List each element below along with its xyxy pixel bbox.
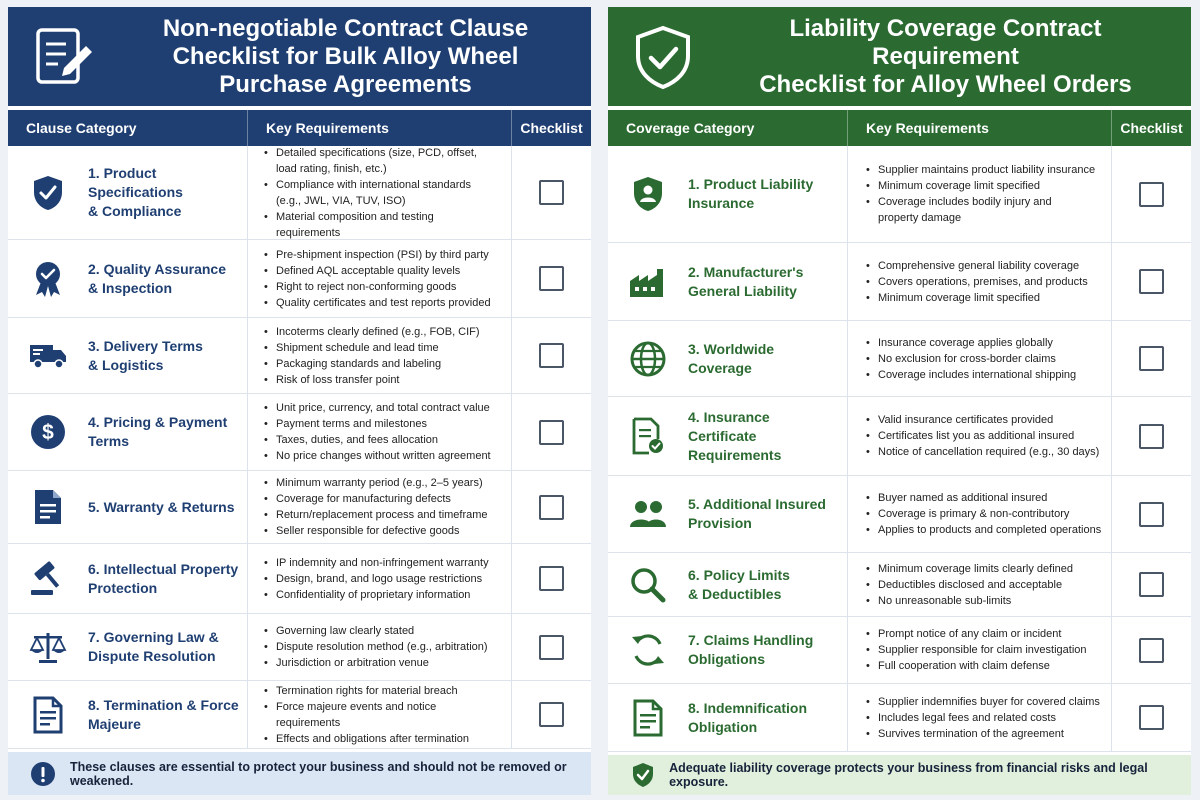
category-label <box>88 498 247 517</box>
checklist-checkbox[interactable] <box>539 266 564 291</box>
column-header: Key Requirements <box>848 110 1112 146</box>
panel-footer <box>608 755 1191 795</box>
table-row <box>8 146 591 240</box>
checklist-checkbox[interactable] <box>1139 424 1164 449</box>
requirements-cell <box>248 240 512 317</box>
requirement-item: • Minimum coverage limits clearly defined <box>866 561 1073 577</box>
shield-check-icon <box>608 24 718 90</box>
checklist-checkbox[interactable] <box>1139 638 1164 663</box>
requirement-item: property damage <box>878 212 962 224</box>
requirement-item: • Detailed specifications (size, PCD, offset, <box>264 145 477 161</box>
requirement-item: • Incoterms clearly defined (e.g., FOB, CIF) <box>264 324 480 340</box>
checklist-cell <box>1112 553 1191 616</box>
requirement-item: • Taxes, duties, and fees allocation <box>264 432 491 448</box>
requirement-item: • No exclusion for cross-border claims <box>866 351 1076 367</box>
document-icon <box>8 488 88 526</box>
panel-banner <box>608 7 1191 106</box>
column-header: Checklist <box>520 120 583 136</box>
requirement-item: (e.g., JWL, VIA, TUV, ISO) <box>276 194 406 207</box>
category-label <box>88 260 247 298</box>
category-cell <box>608 397 848 475</box>
panel-footer <box>8 752 591 795</box>
requirements-cell <box>848 553 1112 616</box>
requirement-item: • Termination rights for material breach <box>264 683 503 699</box>
requirement-item: • Risk of loss transfer point <box>264 372 480 388</box>
checklist-cell <box>512 681 591 748</box>
category-label-line: Majeure <box>88 715 141 732</box>
category-label-line: 1. Product Liability <box>688 176 814 192</box>
table-row <box>8 240 591 318</box>
checklist-cell <box>512 318 591 393</box>
category-cell <box>8 614 248 680</box>
contract-clause-panel <box>8 7 591 795</box>
checklist-checkbox[interactable] <box>539 495 564 520</box>
requirement-item: • Notice of cancellation required (e.g., 30 days) <box>866 444 1099 460</box>
requirement-item: • Comprehensive general liability coverage <box>866 258 1088 274</box>
requirement-item: • Jurisdiction or arbitration venue <box>264 655 488 671</box>
table-row <box>8 394 591 471</box>
requirement-item: • No price changes without written agreement <box>264 448 491 464</box>
requirement-item: • Force majeure events and notice requirements <box>264 699 503 731</box>
requirement-item: • Coverage includes bodily injury and <box>866 194 1095 210</box>
table-row <box>608 146 1191 243</box>
category-label <box>688 175 847 213</box>
category-label <box>688 408 847 465</box>
checklist-checkbox[interactable] <box>539 635 564 660</box>
document-lines-icon <box>608 699 688 737</box>
exclamation-circle-icon <box>30 761 56 787</box>
requirement-item: • Confidentiality of proprietary information <box>264 587 489 603</box>
requirement-item: • Packaging standards and labeling <box>264 356 480 372</box>
requirement-item: • Material composition and testing <box>264 209 477 225</box>
title-line: Checklist for Bulk Alloy Wheel <box>172 42 519 70</box>
category-label-line: & Compliance <box>88 203 182 219</box>
dollar-coin-icon <box>8 414 88 450</box>
requirement-item: • Coverage is primary & non-contributory <box>866 506 1101 522</box>
category-label <box>88 413 247 451</box>
shield-person-icon <box>608 175 688 213</box>
refresh-arrows-icon <box>608 631 688 669</box>
requirement-item: • Dispute resolution method (e.g., arbitration) <box>264 639 488 655</box>
table-row <box>8 544 591 614</box>
checklist-checkbox[interactable] <box>539 702 564 727</box>
requirement-item: • Coverage includes international shipping <box>866 367 1076 383</box>
requirement-item: • Defined AQL acceptable quality levels <box>264 263 491 279</box>
clause-table-body <box>8 146 591 749</box>
title-line: Checklist for Alloy Wheel Orders <box>759 70 1132 98</box>
category-label-line: Insurance <box>688 195 755 211</box>
requirement-item: load rating, finish, etc.) <box>276 162 387 175</box>
category-label-line: & Logistics <box>88 356 164 373</box>
page-title <box>118 15 591 99</box>
requirement-item: • Effects and obligations after termination <box>264 731 503 747</box>
category-label-line: & Deductibles <box>688 585 782 602</box>
requirement-item: • Seller responsible for defective goods <box>264 523 488 539</box>
requirement-item: • Survives termination of the agreement <box>866 726 1100 742</box>
requirement-item: • Covers operations, premises, and products <box>866 274 1088 290</box>
category-label <box>688 631 847 669</box>
table-row <box>608 243 1191 321</box>
column-header: Clause Category <box>8 110 248 146</box>
requirement-item: • No unreasonable sub-limits <box>866 593 1073 609</box>
requirements-cell <box>248 681 512 748</box>
category-label-line: 8. Termination & Force <box>88 696 239 713</box>
magnifier-icon <box>608 566 688 604</box>
column-header: Key Requirements <box>248 110 512 146</box>
checklist-checkbox[interactable] <box>1139 269 1164 294</box>
category-label-line: 7. Claims Handling <box>688 632 814 648</box>
category-cell <box>8 146 248 239</box>
requirement-item: • Prompt notice of any claim or incident <box>866 626 1087 642</box>
category-label-line: 6. Policy Limits <box>688 566 790 583</box>
checklist-checkbox[interactable] <box>539 180 564 205</box>
category-label <box>88 337 247 375</box>
requirements-cell <box>248 544 512 613</box>
requirement-item: • Includes legal fees and related costs <box>866 710 1100 726</box>
checklist-checkbox[interactable] <box>539 420 564 445</box>
checklist-checkbox[interactable] <box>1139 572 1164 597</box>
checklist-cell <box>1112 321 1191 396</box>
category-label <box>88 628 247 666</box>
requirement-item: • Return/replacement process and timeframe <box>264 507 488 523</box>
category-cell <box>8 544 248 613</box>
category-cell <box>8 681 248 748</box>
table-row <box>608 476 1191 553</box>
requirement-item: • Design, brand, and logo usage restrictions <box>264 571 489 587</box>
category-label <box>88 560 247 598</box>
table-row <box>608 617 1191 684</box>
category-label-line: 5. Additional Insured <box>688 496 826 512</box>
category-cell <box>8 240 248 317</box>
requirements-cell <box>848 243 1112 320</box>
footer-note: Adequate liability coverage protects your business from financial risks and legal exposure. <box>669 761 1148 789</box>
requirements-cell <box>848 397 1112 475</box>
category-label-line: 4. Insurance Certificate <box>688 408 770 444</box>
checklist-cell <box>512 544 591 613</box>
requirement-item: • Supplier responsible for claim investigation <box>866 642 1087 658</box>
table-row <box>608 684 1191 752</box>
requirement-item: • Applies to products and completed operations <box>866 522 1101 538</box>
checklist-cell <box>1112 243 1191 320</box>
category-label <box>88 696 247 734</box>
category-cell <box>608 617 848 683</box>
requirement-item: • Minimum coverage limit specified <box>866 178 1095 194</box>
requirement-item: • Buyer named as additional insured <box>866 490 1101 506</box>
requirements-cell <box>248 146 512 239</box>
checklist-cell <box>512 394 591 470</box>
requirement-item: • Deductibles disclosed and acceptable <box>866 577 1073 593</box>
requirement-item: requirements <box>276 226 341 239</box>
category-label-line: General Liability <box>688 282 797 299</box>
column-header: Coverage Category <box>608 110 848 146</box>
checklist-cell <box>1112 684 1191 751</box>
requirements-cell <box>248 471 512 543</box>
category-cell <box>8 394 248 470</box>
requirement-item: • IP indemnity and non-infringement warranty <box>264 555 489 571</box>
requirements-cell <box>848 684 1112 751</box>
category-cell <box>608 684 848 751</box>
gavel-icon <box>8 561 88 597</box>
table-header <box>8 110 591 146</box>
category-label-line: 2. Quality Assurance <box>88 260 226 277</box>
column-header: Checklist <box>1120 120 1183 136</box>
scales-icon <box>8 629 88 665</box>
requirements-cell <box>848 321 1112 396</box>
category-label <box>688 699 847 737</box>
requirement-item: • Quality certificates and test reports provided <box>264 295 491 311</box>
category-label <box>88 164 247 221</box>
requirement-item: • Payment terms and milestones <box>264 416 491 432</box>
globe-icon <box>608 340 688 378</box>
panel-banner <box>8 7 591 106</box>
footer-note: These clauses are essential to protect your business and should not be removed or weakened. <box>70 759 567 788</box>
requirement-item: • Unit price, currency, and total contract value <box>264 400 491 416</box>
requirement-item: • Minimum warranty period (e.g., 2–5 years) <box>264 475 488 491</box>
checklist-checkbox[interactable] <box>1139 346 1164 371</box>
requirement-item: • Minimum coverage limit specified <box>866 290 1088 306</box>
requirement-item: • Full cooperation with claim defense <box>866 658 1087 674</box>
category-label-line: Requirements <box>688 446 782 463</box>
truck-icon <box>8 341 88 371</box>
checklist-cell <box>512 146 591 239</box>
title-line: Purchase Agreements <box>219 70 472 98</box>
category-label-line: 3. Worldwide Coverage <box>688 340 775 376</box>
requirements-cell <box>848 617 1112 683</box>
category-label-line: 1. Product Specifications <box>88 165 183 200</box>
category-label-line: 2. Manufacturer's <box>688 263 804 280</box>
category-cell <box>608 476 848 552</box>
category-label-line: Obligation <box>688 718 758 735</box>
table-row <box>608 321 1191 397</box>
requirements-cell <box>848 146 1112 242</box>
checklist-cell <box>512 614 591 680</box>
category-label-line: 6. Intellectual Property <box>88 560 239 577</box>
document-pen-icon <box>8 24 118 90</box>
factory-icon <box>608 265 688 299</box>
category-label-line: Provision <box>688 515 752 531</box>
checklist-checkbox[interactable] <box>539 343 564 368</box>
shield-check-icon <box>8 174 88 212</box>
category-label-line: Dispute Resolution <box>88 648 216 664</box>
checklist-checkbox[interactable] <box>539 566 564 591</box>
requirement-item: • Certificates list you as additional insured <box>866 428 1099 444</box>
checklist-cell <box>512 240 591 317</box>
category-label-line: Protection <box>88 579 158 596</box>
checklist-cell <box>1112 476 1191 552</box>
title-line: Non-negotiable Contract Clause <box>162 14 529 42</box>
category-label <box>688 263 847 301</box>
requirement-item: • Coverage for manufacturing defects <box>264 491 488 507</box>
requirement-item: • Pre-shipment inspection (PSI) by third party <box>264 247 491 263</box>
requirement-item: • Shipment schedule and lead time <box>264 340 480 356</box>
category-cell <box>608 553 848 616</box>
category-label-line: 5. Warranty & Returns <box>88 498 235 515</box>
title-line: Liability Coverage Contract Requirement <box>789 14 1102 70</box>
certificate-check-icon <box>608 417 688 455</box>
document-lines-icon <box>8 696 88 734</box>
checklist-cell <box>512 471 591 543</box>
category-label <box>688 566 847 604</box>
table-row <box>8 681 591 749</box>
checklist-cell <box>1112 397 1191 475</box>
requirement-item: • Valid insurance certificates provided <box>866 412 1099 428</box>
requirement-item: • Supplier indemnifies buyer for covered claims <box>866 694 1100 710</box>
category-label-line: & Inspection <box>88 279 173 296</box>
requirements-cell <box>848 476 1112 552</box>
checklist-checkbox[interactable] <box>1139 182 1164 207</box>
table-row <box>8 318 591 394</box>
requirements-cell <box>248 614 512 680</box>
category-cell <box>608 321 848 396</box>
category-cell <box>8 318 248 393</box>
category-cell <box>8 471 248 543</box>
requirement-item: • Compliance with international standards <box>264 177 477 193</box>
category-label-line: 3. Delivery Terms <box>88 337 203 354</box>
table-row <box>8 471 591 544</box>
requirements-cell <box>248 318 512 393</box>
category-label-line: 7. Governing Law & <box>88 629 219 645</box>
checklist-checkbox[interactable] <box>1139 705 1164 730</box>
requirement-item: • Insurance coverage applies globally <box>866 335 1076 351</box>
checklist-cell <box>1112 617 1191 683</box>
category-cell <box>608 146 848 242</box>
category-label-line: Terms <box>88 433 129 449</box>
users-icon <box>608 497 688 531</box>
category-label-line: 4. Pricing & Payment <box>88 414 228 430</box>
category-label-line: 8. Indemnification <box>688 699 808 716</box>
table-row <box>608 553 1191 617</box>
page-title <box>718 15 1191 99</box>
liability-coverage-panel <box>608 7 1191 795</box>
shield-check-icon <box>630 762 655 788</box>
category-label-line: Obligations <box>688 651 765 667</box>
table-header <box>608 110 1191 146</box>
checklist-checkbox[interactable] <box>1139 502 1164 527</box>
checklist-cell <box>1112 146 1191 242</box>
requirement-item: • Supplier maintains product liability insurance <box>866 162 1095 178</box>
category-label <box>688 340 847 378</box>
award-ribbon-icon <box>8 260 88 298</box>
category-label <box>688 495 847 533</box>
svg-text:$: $ <box>42 421 54 444</box>
coverage-table-body <box>608 146 1191 752</box>
requirement-item: • Right to reject non-conforming goods <box>264 279 491 295</box>
table-row <box>608 397 1191 476</box>
requirement-item: • Governing law clearly stated <box>264 623 488 639</box>
requirements-cell <box>248 394 512 470</box>
table-row <box>8 614 591 681</box>
category-cell <box>608 243 848 320</box>
